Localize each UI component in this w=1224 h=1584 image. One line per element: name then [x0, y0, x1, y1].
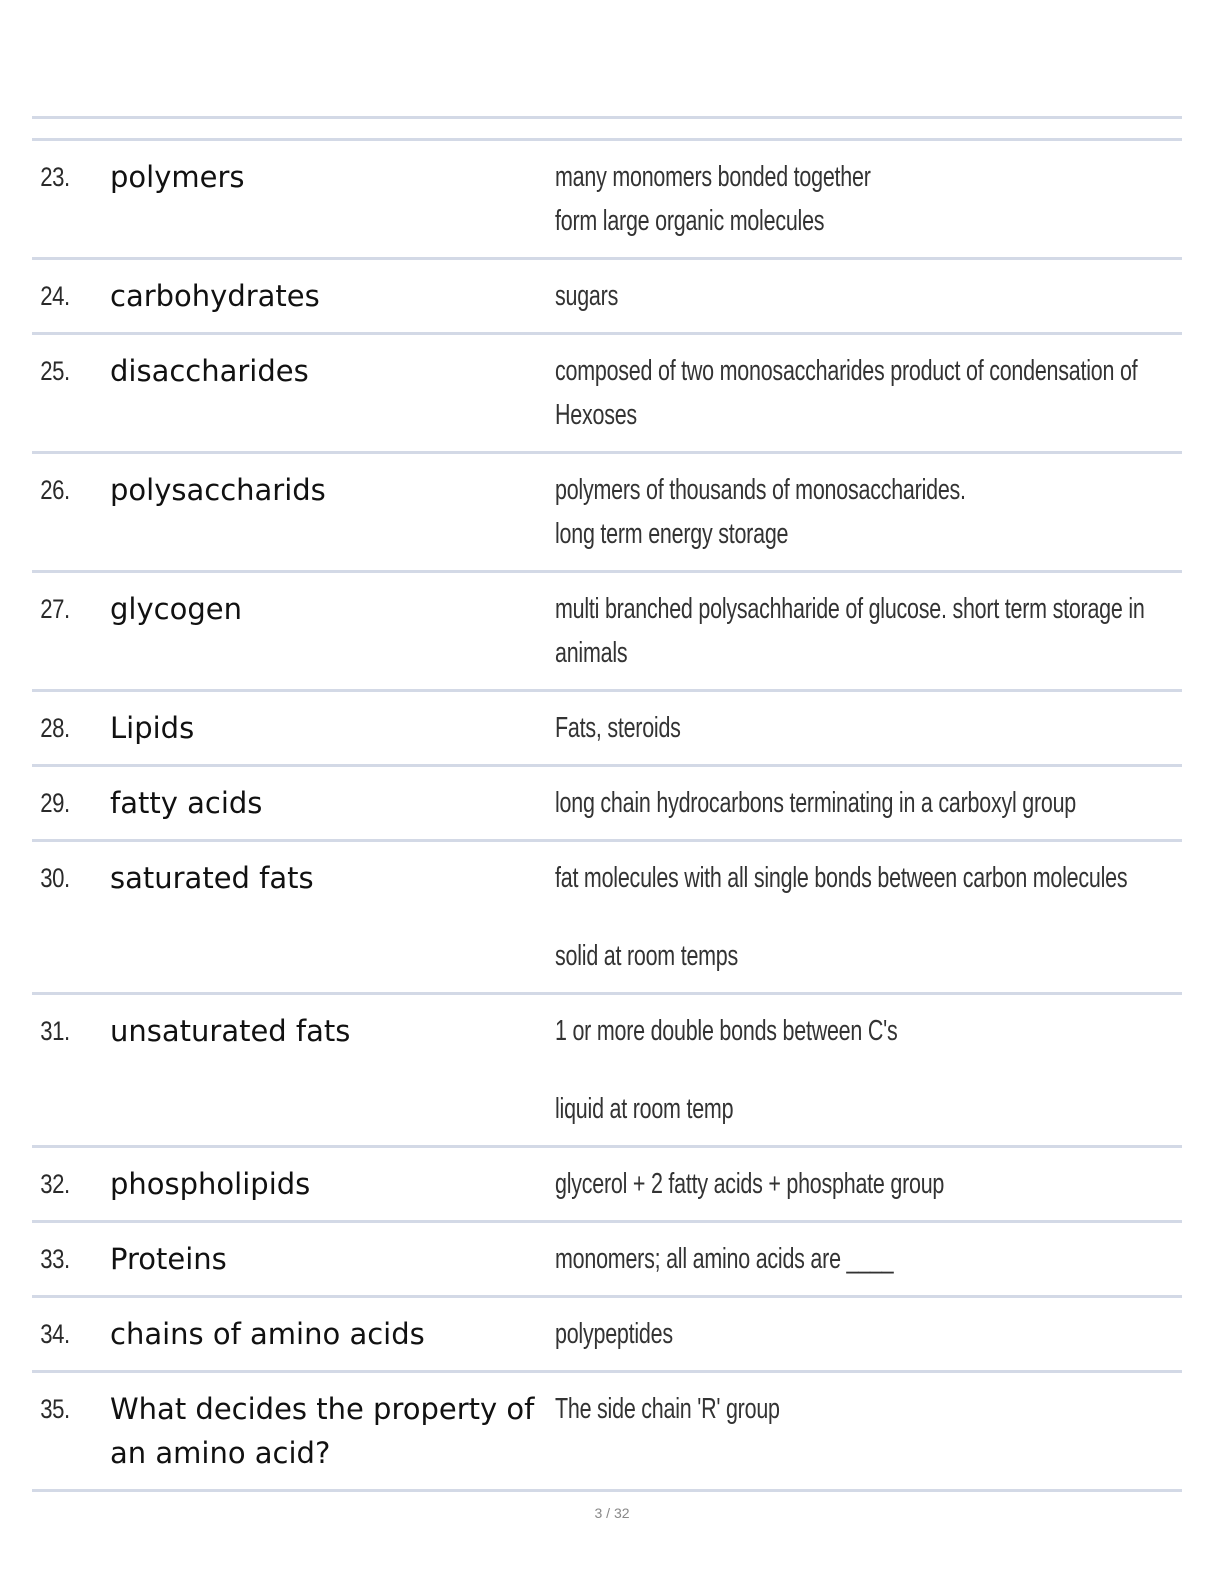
table-row: [32, 335, 1182, 454]
definition-cell: [555, 573, 1182, 689]
table-row: [32, 141, 1182, 260]
definition-line: fat molecules with all single bonds between carbon molecules: [555, 862, 1128, 894]
definition-cell: [555, 141, 1182, 257]
row-number: 23.: [40, 162, 70, 192]
top-divider: [32, 116, 1182, 119]
definition-line: The side chain 'R' group: [555, 1393, 780, 1425]
row-number: 25.: [40, 356, 70, 386]
definition-cell: [555, 692, 1182, 764]
flashcard-table: [32, 138, 1182, 1492]
definition-line: form large organic molecules: [555, 205, 825, 237]
term-text: carbohydrates: [110, 279, 320, 313]
table-row: [32, 454, 1182, 573]
row-number: 24.: [40, 281, 70, 311]
row-number: 34.: [40, 1319, 70, 1349]
definition-line: polypeptides: [555, 1318, 673, 1350]
definition-cell: [555, 995, 1182, 1145]
definition-line: sugars: [555, 280, 619, 312]
row-number: 31.: [40, 1016, 70, 1046]
definition-line: multi branched polysachharide of glucose. short term storage in animals: [555, 593, 1145, 669]
definition-line: 1 or more double bonds between C's: [555, 1015, 898, 1047]
table-row: [32, 260, 1182, 335]
term-text: disaccharides: [110, 354, 309, 388]
definition-cell: [555, 335, 1182, 451]
table-row: [32, 1373, 1182, 1492]
definition-cell: [555, 1373, 1182, 1445]
page-number: 3 / 32: [594, 1505, 630, 1521]
table-row: [32, 842, 1182, 995]
row-number: 29.: [40, 788, 70, 818]
row-number: 35.: [40, 1394, 70, 1424]
term-text: phospholipids: [110, 1167, 311, 1201]
term-text: Lipids: [110, 711, 195, 745]
definition-cell: [555, 260, 1182, 332]
term-text: polymers: [110, 160, 245, 194]
table-row: [32, 1298, 1182, 1373]
term-text: unsaturated fats: [110, 1014, 351, 1048]
term-text: fatty acids: [110, 786, 263, 820]
definition-cell: [555, 767, 1182, 839]
definition-cell: [555, 842, 1182, 992]
definition-line: polymers of thousands of monosaccharides.: [555, 474, 966, 506]
definition-cell: [555, 1223, 1182, 1295]
table-row: [32, 995, 1182, 1148]
definition-cell: [555, 454, 1182, 570]
row-number: 32.: [40, 1169, 70, 1199]
row-number: 26.: [40, 475, 70, 505]
term-text: polysaccharids: [110, 473, 326, 507]
row-number: 27.: [40, 594, 70, 624]
definition-line: Fats, steroids: [555, 712, 681, 744]
row-number: 30.: [40, 863, 70, 893]
term-text: chains of amino acids: [110, 1317, 425, 1351]
table-row: [32, 1148, 1182, 1223]
definition-line: glycerol + 2 fatty acids + phosphate group: [555, 1168, 945, 1200]
table-row: [32, 692, 1182, 767]
definition-line: monomers; all amino acids are ____: [555, 1243, 894, 1275]
definition-line: long chain hydrocarbons terminating in a carboxyl group: [555, 787, 1077, 819]
table-row: [32, 1223, 1182, 1298]
term-text: What decides the property of an amino acid?: [110, 1392, 535, 1470]
definition-line: many monomers bonded together: [555, 161, 871, 193]
table-row: [32, 573, 1182, 692]
term-text: Proteins: [110, 1242, 227, 1276]
definition-line: long term energy storage: [555, 518, 789, 550]
table-row: [32, 767, 1182, 842]
definition-cell: [555, 1148, 1182, 1220]
row-number: 28.: [40, 713, 70, 743]
definition-line: composed of two monosaccharides product of condensation of Hexoses: [555, 355, 1138, 431]
definition-cell: [555, 1298, 1182, 1370]
term-text: glycogen: [110, 592, 242, 626]
row-number: 33.: [40, 1244, 70, 1274]
term-text: saturated fats: [110, 861, 314, 895]
definition-line: solid at room temps: [555, 940, 739, 972]
definition-line: liquid at room temp: [555, 1093, 734, 1125]
